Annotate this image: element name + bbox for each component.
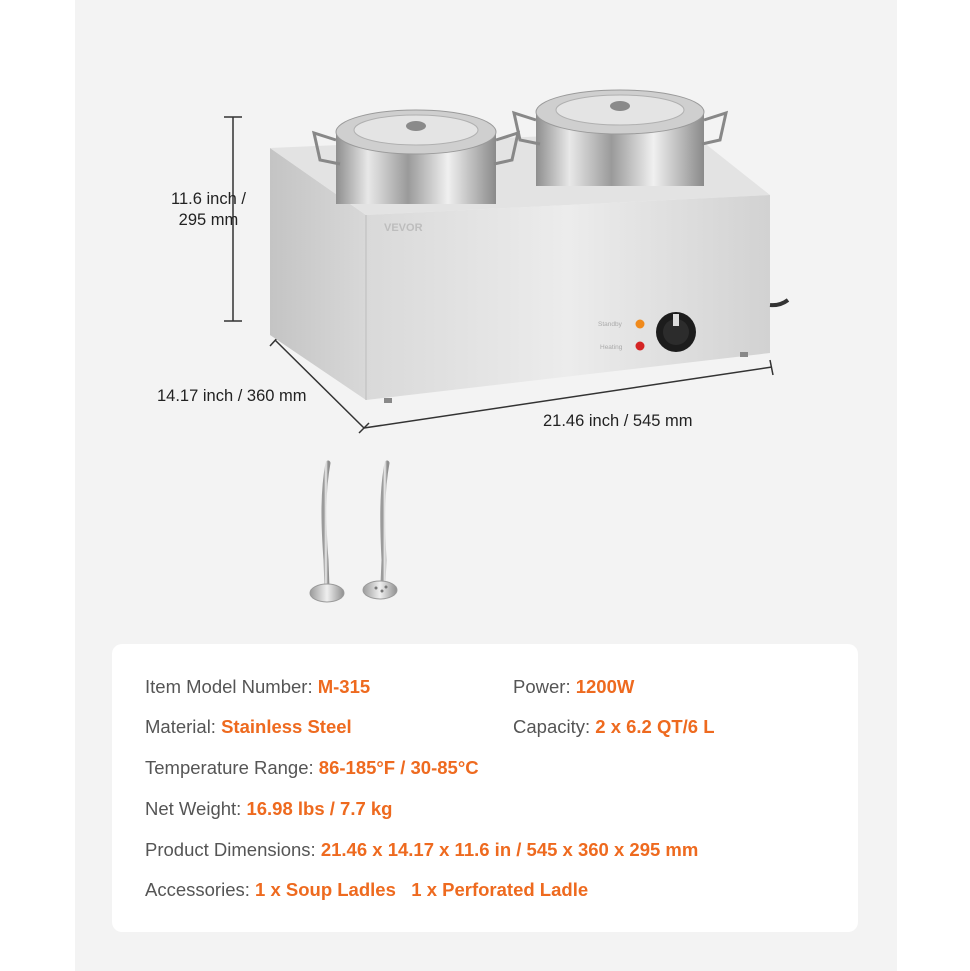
spec-dimensions-value: 21.46 x 14.17 x 11.6 in / 545 x 360 x 295 mm	[320, 839, 699, 860]
standby-label: Standby	[598, 321, 622, 328]
spec-model	[145, 675, 370, 699]
height-dimension-mm: 295 mm	[178, 211, 239, 229]
spec-power-value: 1200W	[575, 676, 635, 697]
spec-material	[145, 715, 352, 739]
spec-power-label: Power:	[513, 676, 571, 697]
spec-accessories	[145, 878, 588, 902]
spec-power	[513, 675, 634, 699]
spec-weight	[145, 797, 392, 821]
spec-accessories-value: 1 x Soup Ladles 1 x Perforated Ladle	[255, 879, 589, 900]
spec-capacity-value: 2 x 6.2 QT/6 L	[595, 716, 715, 737]
heating-indicator-light	[636, 342, 645, 351]
heating-label: Heating	[600, 344, 623, 351]
height-dimension-inch: 11.6 inch /	[171, 190, 246, 208]
spec-temperature	[145, 756, 479, 780]
right-pot	[514, 90, 726, 186]
spec-dimensions	[145, 838, 698, 862]
spec-dimensions-label: Product Dimensions:	[145, 839, 316, 860]
spec-temperature-label: Temperature Range:	[145, 757, 314, 778]
depth-dimension-label: 14.17 inch / 360 mm	[157, 387, 307, 405]
left-pot	[314, 110, 518, 204]
spec-material-value: Stainless Steel	[221, 716, 352, 737]
width-dimension-label: 21.46 inch / 545 mm	[543, 412, 693, 430]
spec-material-label: Material:	[145, 716, 216, 737]
spec-model-value: M-315	[317, 676, 371, 697]
spec-temperature-value: 86-185°F / 30-85°C	[318, 757, 479, 778]
spec-weight-label: Net Weight:	[145, 798, 242, 819]
spec-weight-value: 16.98 lbs / 7.7 kg	[246, 798, 393, 819]
perforated-ladle	[363, 463, 397, 599]
spec-model-label: Item Model Number:	[145, 676, 313, 697]
height-dimension-label	[171, 189, 246, 231]
control-knob	[656, 312, 696, 352]
spec-accessories-label: Accessories:	[145, 879, 250, 900]
brand-logo: VEVOR	[384, 222, 423, 234]
spec-capacity	[513, 715, 715, 739]
soup-ladle	[310, 463, 344, 602]
standby-indicator-light	[636, 320, 645, 329]
spec-capacity-label: Capacity:	[513, 716, 591, 737]
